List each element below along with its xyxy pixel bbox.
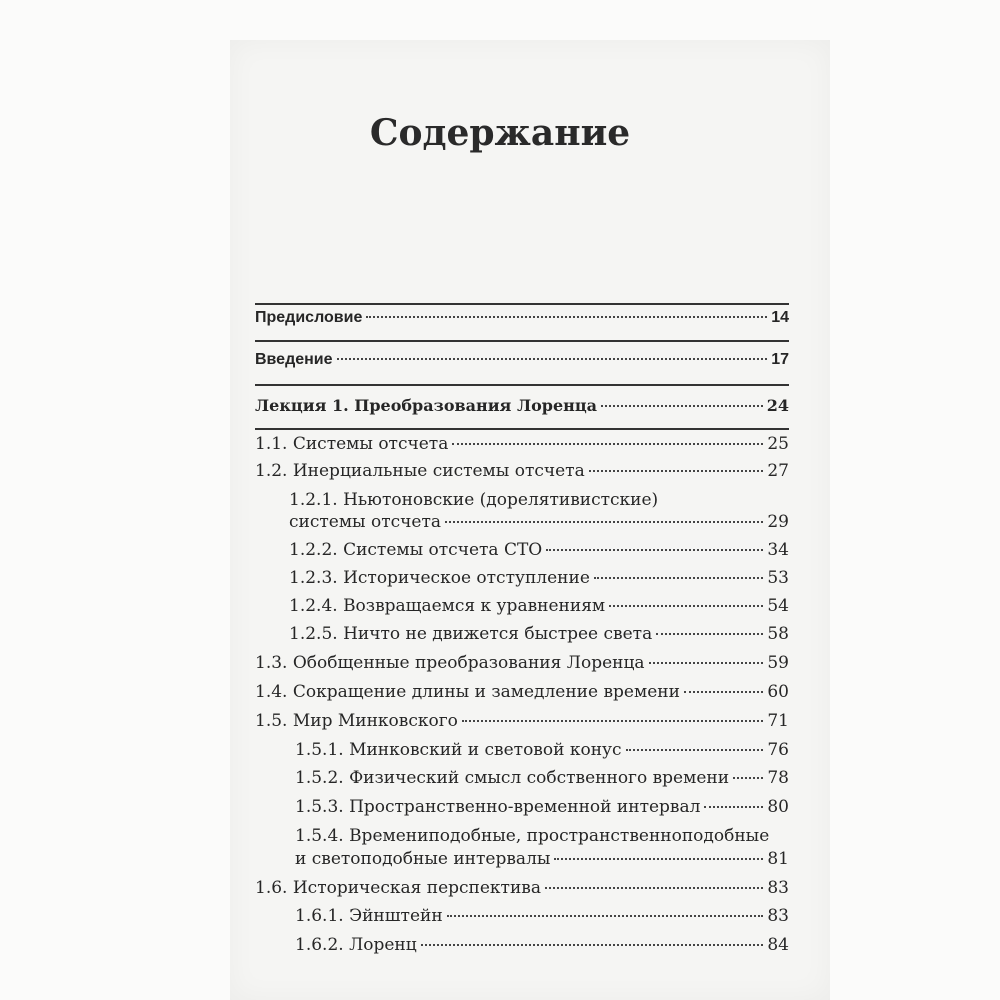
toc-entry (289, 596, 789, 616)
toc-entry-label: 1.5.2. Физический смысл собственного времени (295, 768, 730, 788)
dot-leader (704, 806, 763, 808)
toc-entry-label: 1.5.1. Минковский и световой конус (295, 740, 622, 760)
toc-entry-label: 1.3. Обобщенные преобразования Лоренца (255, 653, 645, 673)
divider (255, 384, 789, 386)
toc-entry (255, 434, 789, 454)
dot-leader (452, 443, 763, 445)
toc-entry-page: 81 (767, 849, 789, 869)
toc-entry-page: 83 (767, 906, 789, 926)
toc-entry-page: 59 (767, 653, 789, 673)
toc-entry-label-continued: системы отсчета (289, 512, 441, 532)
toc-entry-label-continued: и светоподобные интервалы (295, 849, 551, 869)
dot-leader (733, 777, 763, 779)
toc-entry-label: 1.5. Мир Минковского (255, 711, 458, 731)
dot-leader (462, 720, 763, 722)
dot-leader (684, 691, 763, 693)
toc-entry-page: 25 (767, 434, 789, 454)
toc-entry (295, 935, 789, 955)
toc-entry-label: 1.1. Системы отсчета (255, 434, 449, 454)
dot-leader (656, 633, 763, 635)
toc-entry-label: Лекция 1. Преобразования Лоренца (255, 396, 598, 415)
toc-entry-page: 14 (771, 309, 789, 326)
dot-leader (447, 915, 764, 917)
dot-leader (601, 405, 763, 407)
toc-entry-label: 1.6.1. Эйнштейн (295, 906, 443, 926)
dot-leader (589, 470, 764, 472)
toc-entry-page: 58 (767, 624, 789, 644)
toc-entry-lecture-1 (255, 396, 789, 415)
toc-entry-label: 1.6. Историческая перспектива (255, 878, 542, 898)
toc-entry-label: 1.2.1. Ньютоновские (дорелятивистские) (289, 490, 659, 510)
toc-entry-page: 71 (767, 711, 789, 731)
toc-entry (289, 624, 789, 644)
toc-entry-page: 27 (767, 461, 789, 481)
dot-leader (649, 662, 764, 664)
toc-entry-page: 54 (767, 596, 789, 616)
dot-leader (366, 316, 767, 318)
toc-entry-label: 1.2.2. Системы отсчета СТО (289, 540, 543, 560)
toc-entry (295, 740, 789, 760)
toc-entry (295, 797, 789, 817)
toc-entry (255, 461, 789, 481)
toc-entry-page: 76 (767, 740, 789, 760)
toc-entry-page: 53 (767, 568, 789, 588)
toc-entry-label: 1.5.3. Пространственно-временной интервал (295, 797, 701, 817)
toc-entry-label: 1.4. Сокращение длины и замедление времени (255, 682, 680, 702)
toc-entry-page: 60 (767, 682, 789, 702)
toc-entry-preface (255, 309, 789, 327)
dot-leader (545, 887, 763, 889)
toc-entry (255, 878, 789, 898)
dot-leader (337, 358, 768, 360)
toc-entry (295, 849, 789, 869)
page-title: Содержание (369, 112, 631, 154)
toc-entry-page: 34 (767, 540, 789, 560)
toc-entry-introduction (255, 351, 789, 369)
toc-entry (289, 568, 789, 588)
toc-entry-page: 78 (767, 768, 789, 788)
toc-entry-label: Введение (255, 351, 333, 368)
toc-entry (289, 512, 789, 532)
toc-entry-page: 29 (767, 512, 789, 532)
divider (255, 428, 789, 430)
toc-entry-page: 83 (767, 878, 789, 898)
toc-entry-page: 84 (767, 935, 789, 955)
dot-leader (554, 858, 763, 860)
dot-leader (594, 577, 763, 579)
dot-leader (445, 521, 763, 523)
toc-entry-label: 1.2.5. Ничто не движется быстрее света (289, 624, 653, 644)
dot-leader (546, 549, 763, 551)
toc-entry (255, 682, 789, 702)
toc-entry (295, 768, 789, 788)
toc-entry-label: Предисловие (255, 309, 363, 326)
toc-entry (289, 540, 789, 560)
divider (255, 303, 789, 305)
dot-leader (626, 749, 764, 751)
toc-entry (255, 653, 789, 673)
toc-entry-page: 80 (767, 797, 789, 817)
toc-entry-page: 17 (771, 351, 789, 368)
toc-entry-label: 1.2.3. Историческое отступление (289, 568, 590, 588)
toc-entry-label: 1.6.2. Лоренц (295, 935, 417, 955)
divider (255, 340, 789, 342)
dot-leader (421, 944, 764, 946)
toc-entry (295, 906, 789, 926)
toc-entry-label: 1.5.4. Времениподобные, пространственноподобные (295, 826, 770, 846)
toc-entry-page: 24 (766, 396, 789, 415)
toc-entry (255, 711, 789, 731)
toc-entry-label: 1.2. Инерциальные системы отсчета (255, 461, 585, 481)
toc-entry-label: 1.2.4. Возвращаемся к уравнениям (289, 596, 606, 616)
dot-leader (609, 605, 763, 607)
